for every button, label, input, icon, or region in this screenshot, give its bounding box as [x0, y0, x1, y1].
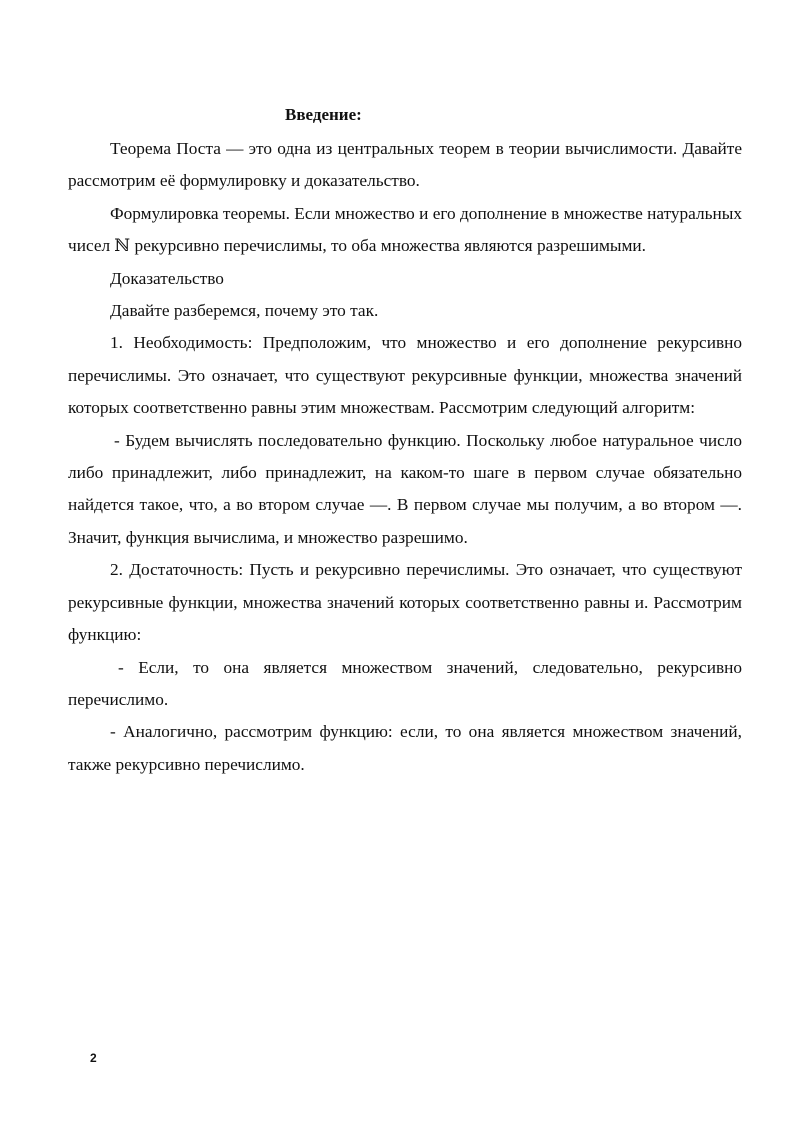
paragraph-intro: Теорема Поста — это одна из центральных теорем в теории вычислимости. Давайте рассмотрим её формулировку и доказательство.: [68, 139, 742, 191]
paragraph-necessity-algorithm: - Будем вычислять последовательно функцию. Поскольку любое натуральное число либо принадлежит, либо принадлежит, на каком-то шаге в первом случае обязательно найдется такое, что, а во втором случае —. В первом случае мы получим, а во втором —. Значит, функция вычислима, и множество разрешимо.: [68, 430, 742, 547]
section-heading: Введение:: [285, 105, 362, 124]
paragraph-sufficiency: 2. Достаточность: Пусть и рекурсивно перечислимы. Это означает, что существуют рекурсивные функции, множества значений которых соответственно равны и. Рассмотрим функцию:: [68, 560, 742, 645]
paragraph-theorem-statement: Формулировка теоремы. Если множество и его дополнение в множестве натуральных чисел ℕ рекурсивно перечислимы, то оба множества являются разрешимыми.: [68, 203, 742, 256]
paragraph-necessity: 1. Необходимость: Предположим, что множество и его дополнение рекурсивно перечислимы. Это означает, что существуют рекурсивные функции, множества значений которых соответственно равны этим множествам. Рассмотрим следующий алгоритм:: [68, 333, 742, 418]
paragraph-sufficiency-case-1: - Если, то она является множеством значений, следовательно, рекурсивно перечислимо.: [68, 657, 742, 709]
paragraph-proof-heading: Доказательство: [110, 268, 224, 288]
section-heading-container: [0, 103, 800, 127]
paragraph-proof-intro: Давайте разберемся, почему это так.: [110, 301, 379, 321]
page-number: 2: [90, 1051, 97, 1065]
paragraph-sufficiency-case-2: - Аналогично, рассмотрим функцию: если, то она является множеством значений, также рекурсивно перечислимо.: [68, 722, 742, 774]
document-body: [68, 133, 742, 781]
